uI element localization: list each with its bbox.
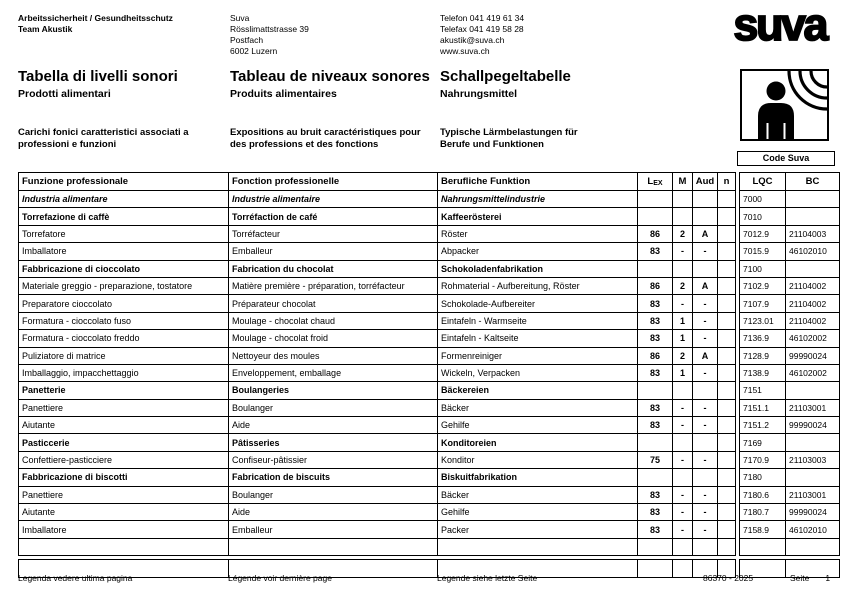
cell-lqc: 7102.9 (740, 277, 786, 294)
address-line: 6002 Luzern (230, 46, 278, 56)
cell-m: - (673, 521, 693, 538)
cell-m (673, 560, 693, 577)
cell-de (438, 538, 638, 555)
cell-m (673, 191, 693, 208)
cell-lqc: 7180.7 (740, 504, 786, 521)
table-row (19, 330, 840, 347)
page-title-french: Tableau de niveaux sonores (230, 68, 430, 85)
cell-bc (786, 208, 840, 225)
cell-bc: 21104002 (786, 277, 840, 294)
column-header-funzione: Funzione professionale (19, 173, 229, 191)
column-header-aud: Aud (693, 173, 718, 191)
description-line: Typische Lärmbelastungen für (440, 127, 578, 138)
page-title-german: Schallpegeltabelle (440, 68, 571, 85)
cell-de: Formenreiniger (438, 347, 638, 364)
cell-lex: 83 (638, 399, 673, 416)
cell-lex: 86 (638, 277, 673, 294)
footer-legend-german: Legende siehe letzte Seite (437, 573, 538, 583)
cell-n (718, 312, 736, 329)
description-german (440, 127, 578, 150)
cell-aud: - (693, 312, 718, 329)
cell-it: Aiutante (19, 504, 229, 521)
cell-fr: Torréfaction de café (229, 208, 438, 225)
cell-bc (786, 434, 840, 451)
page-indicator (790, 573, 830, 583)
cell-n (718, 347, 736, 364)
cell-m: - (673, 399, 693, 416)
cell-aud: - (693, 295, 718, 312)
cell-lex: 83 (638, 504, 673, 521)
cell-lqc: 7123.01 (740, 312, 786, 329)
table-row (19, 504, 840, 521)
page-subtitle-german: Nahrungsmittel (440, 88, 518, 100)
cell-m (673, 260, 693, 277)
cell-it: Puliziatore di matrice (19, 347, 229, 364)
column-header-fonction: Fonction professionelle (229, 173, 438, 191)
cell-lex: 83 (638, 364, 673, 381)
page-title-italian: Tabella di livelli sonori (18, 68, 178, 85)
cell-n (718, 417, 736, 434)
cell-it: Panettiere (19, 486, 229, 503)
cell-n (718, 225, 736, 242)
cell-lqc: 7107.9 (740, 295, 786, 312)
cell-fr: Emballeur (229, 521, 438, 538)
cell-de: Röster (438, 225, 638, 242)
cell-lex: 83 (638, 486, 673, 503)
cell-m: 2 (673, 277, 693, 294)
cell-aud: - (693, 486, 718, 503)
cell-n (718, 486, 736, 503)
table-row (19, 521, 840, 538)
page-number: 1 (825, 573, 831, 583)
cell-lex: 75 (638, 451, 673, 468)
cell-aud: - (693, 504, 718, 521)
cell-aud (693, 208, 718, 225)
cell-it (19, 538, 229, 555)
cell-aud: A (693, 347, 718, 364)
cell-m: - (673, 504, 693, 521)
lex-subscript: EX (653, 180, 663, 187)
table-row (19, 417, 840, 434)
cell-bc: 21103003 (786, 451, 840, 468)
document-number: 86370 - 2025 (703, 573, 754, 583)
cell-lex: 86 (638, 347, 673, 364)
cell-bc: 21104003 (786, 225, 840, 242)
cell-m: 1 (673, 312, 693, 329)
cell-n (718, 451, 736, 468)
cell-fr: Moulage - chocolat chaud (229, 312, 438, 329)
cell-lqc: 7158.9 (740, 521, 786, 538)
cell-it: Torrefazione di caffè (19, 208, 229, 225)
cell-fr: Fabrication du chocolat (229, 260, 438, 277)
table-row (19, 382, 840, 399)
table-row (19, 399, 840, 416)
cell-n (718, 208, 736, 225)
cell-de: Kaffeerösterei (438, 208, 638, 225)
cell-bc (786, 538, 840, 555)
cell-bc: 21103001 (786, 486, 840, 503)
title-block-german (440, 68, 571, 100)
cell-n (718, 399, 736, 416)
cell-bc: 21104002 (786, 312, 840, 329)
cell-lex: 83 (638, 417, 673, 434)
cell-lqc: 7128.9 (740, 347, 786, 364)
cell-fr: Confiseur-pâtissier (229, 451, 438, 468)
cell-it: Imballatore (19, 243, 229, 260)
cell-m (673, 469, 693, 486)
cell-aud (693, 434, 718, 451)
cell-lqc: 7151.2 (740, 417, 786, 434)
table-row (19, 469, 840, 486)
cell-m: 2 (673, 347, 693, 364)
cell-fr: Matière première - préparation, torréfacteur (229, 277, 438, 294)
table-body (19, 191, 840, 556)
cell-m: 2 (673, 225, 693, 242)
footer-legend-italian: Legenda vedere ultima pagina (18, 573, 133, 583)
table-row (19, 364, 840, 381)
cell-n (718, 382, 736, 399)
cell-bc: 99990024 (786, 347, 840, 364)
department-line: Arbeitssicherheit / Gesundheitsschutz (18, 13, 173, 23)
cell-lqc: 7136.9 (740, 330, 786, 347)
cell-n (718, 538, 736, 555)
cell-fr: Emballeur (229, 243, 438, 260)
page-subtitle-french: Produits alimentaires (230, 88, 337, 100)
cell-bc (786, 260, 840, 277)
cell-m: - (673, 451, 693, 468)
cell-lex (638, 469, 673, 486)
cell-it: Panetterie (19, 382, 229, 399)
lex-main: L (647, 176, 654, 187)
cell-bc: 46102010 (786, 243, 840, 260)
cell-m: - (673, 295, 693, 312)
cell-m (673, 538, 693, 555)
cell-fr: Industrie alimentaire (229, 191, 438, 208)
cell-de: Gehilfe (438, 504, 638, 521)
table-row (19, 486, 840, 503)
cell-lex (638, 434, 673, 451)
cell-aud: A (693, 277, 718, 294)
cell-fr: Boulangeries (229, 382, 438, 399)
cell-aud: - (693, 330, 718, 347)
cell-fr: Boulanger (229, 486, 438, 503)
sound-level-table (18, 172, 840, 556)
cell-m: 1 (673, 330, 693, 347)
address-line: Suva (230, 13, 250, 23)
cell-n (718, 243, 736, 260)
cell-m: - (673, 486, 693, 503)
table-row (19, 434, 840, 451)
person-with-sound-waves-icon (742, 71, 827, 139)
cell-aud (693, 260, 718, 277)
cell-bc: 21104002 (786, 295, 840, 312)
cell-it: Imballatore (19, 521, 229, 538)
table-row (19, 260, 840, 277)
cell-lex: 83 (638, 243, 673, 260)
sound-waves-icon (789, 71, 827, 109)
table-row (19, 191, 840, 208)
cell-lex: 83 (638, 295, 673, 312)
cell-m: - (673, 417, 693, 434)
cell-n (718, 277, 736, 294)
cell-it: Pasticcerie (19, 434, 229, 451)
cell-aud: A (693, 225, 718, 242)
table-row (19, 295, 840, 312)
cell-m (673, 208, 693, 225)
cell-aud: - (693, 451, 718, 468)
column-header-berufliche-funktion: Berufliche Funktion (438, 173, 638, 191)
cell-de: Wickeln, Verpacken (438, 364, 638, 381)
column-header-n: n (718, 173, 736, 191)
cell-lex (638, 538, 673, 555)
column-header-lex (638, 173, 673, 191)
cell-lqc: 7015.9 (740, 243, 786, 260)
cell-lqc: 7010 (740, 208, 786, 225)
cell-lqc: 7151.1 (740, 399, 786, 416)
fax-line: Telefax 041 419 58 28 (440, 24, 524, 34)
address-line: Postfach (230, 35, 264, 45)
cell-lqc: 7012.9 (740, 225, 786, 242)
cell-fr: Torréfacteur (229, 225, 438, 242)
cell-lqc: 7100 (740, 260, 786, 277)
table-header-row (19, 173, 840, 191)
email-line: akustik@suva.ch (440, 35, 505, 45)
cell-lex (638, 382, 673, 399)
cell-n (718, 434, 736, 451)
team-line: Team Akustik (18, 24, 73, 34)
cell-it: Imballaggio, impacchettaggio (19, 364, 229, 381)
column-header-m: M (673, 173, 693, 191)
cell-bc: 21103001 (786, 399, 840, 416)
title-block-italian (18, 68, 178, 100)
cell-de: Eintafeln - Kaltseite (438, 330, 638, 347)
cell-aud (693, 469, 718, 486)
cell-de: Bäcker (438, 399, 638, 416)
cell-it: Formatura - cioccolato freddo (19, 330, 229, 347)
cell-de: Gehilfe (438, 417, 638, 434)
cell-bc: 46102002 (786, 330, 840, 347)
cell-lex: 83 (638, 330, 673, 347)
cell-bc: 46102002 (786, 364, 840, 381)
cell-it: Torrefatore (19, 225, 229, 242)
cell-aud (693, 538, 718, 555)
cell-lex (638, 260, 673, 277)
cell-fr: Moulage - chocolat froid (229, 330, 438, 347)
cell-fr: Boulanger (229, 399, 438, 416)
table-row (19, 208, 840, 225)
cell-lex (638, 208, 673, 225)
address-block (230, 13, 309, 57)
cell-m (673, 382, 693, 399)
cell-de: Konditoreien (438, 434, 638, 451)
table-row (19, 243, 840, 260)
cell-de: Abpacker (438, 243, 638, 260)
column-header-lqc: LQC (740, 173, 786, 191)
table-row (19, 312, 840, 329)
department-block (18, 13, 173, 35)
description-line: des professions et des fonctions (230, 138, 379, 150)
cell-it: Formatura - cioccolato fuso (19, 312, 229, 329)
description-line: Expositions au bruit caractéristiques pour (230, 127, 421, 138)
cell-de: Biskuitfabrikation (438, 469, 638, 486)
cell-fr: Préparateur chocolat (229, 295, 438, 312)
cell-aud: - (693, 364, 718, 381)
noise-exposure-pictogram (740, 69, 829, 141)
cell-it: Fabbricazione di cioccolato (19, 260, 229, 277)
cell-fr (229, 538, 438, 555)
cell-lex: 86 (638, 225, 673, 242)
person-icon (758, 82, 794, 140)
cell-it: Preparatore cioccolato (19, 295, 229, 312)
cell-bc (786, 469, 840, 486)
cell-aud (693, 191, 718, 208)
cell-fr: Fabrication de biscuits (229, 469, 438, 486)
cell-bc: 99990024 (786, 504, 840, 521)
cell-lqc: 7000 (740, 191, 786, 208)
cell-de: Bäcker (438, 486, 638, 503)
cell-n (718, 469, 736, 486)
cell-de: Nahrungsmittelindustrie (438, 191, 638, 208)
description-line: Berufe und Funktionen (440, 138, 544, 150)
cell-lqc: 7169 (740, 434, 786, 451)
cell-n (718, 191, 736, 208)
cell-lqc: 7151 (740, 382, 786, 399)
cell-it: Panettiere (19, 399, 229, 416)
description-italian (18, 127, 189, 150)
cell-m: - (673, 243, 693, 260)
table-row (19, 451, 840, 468)
cell-aud (693, 382, 718, 399)
cell-lqc (740, 538, 786, 555)
cell-fr: Enveloppement, emballage (229, 364, 438, 381)
cell-de: Bäckereien (438, 382, 638, 399)
cell-lqc: 7138.9 (740, 364, 786, 381)
address-line: Rösslimattstrasse 39 (230, 24, 309, 34)
cell-fr: Aide (229, 504, 438, 521)
cell-lex (638, 191, 673, 208)
cell-de: Schokolade-Aufbereiter (438, 295, 638, 312)
description-line: professioni e funzioni (18, 138, 117, 150)
cell-aud: - (693, 243, 718, 260)
cell-bc (786, 382, 840, 399)
description-french (230, 127, 421, 150)
footer-legend-french: Légende voir dernière page (228, 573, 332, 583)
cell-it: Confettiere-pasticciere (19, 451, 229, 468)
table-row (19, 347, 840, 364)
table-row (19, 538, 840, 555)
cell-it: Aiutante (19, 417, 229, 434)
cell-m: 1 (673, 364, 693, 381)
cell-n (718, 260, 736, 277)
phone-line: Telefon 041 419 61 34 (440, 13, 525, 23)
cell-fr: Nettoyeur des moules (229, 347, 438, 364)
sound-level-table-container (18, 172, 839, 578)
table-row (19, 225, 840, 242)
cell-it: Industria alimentare (19, 191, 229, 208)
title-block-french (230, 68, 430, 100)
cell-bc (786, 191, 840, 208)
cell-de: Rohmaterial - Aufbereitung, Röster (438, 277, 638, 294)
cell-aud: - (693, 399, 718, 416)
cell-aud: - (693, 417, 718, 434)
cell-it: Materiale greggio - preparazione, tostatore (19, 277, 229, 294)
description-line: Carichi fonici caratteristici associati a (18, 127, 189, 138)
table-row (19, 277, 840, 294)
cell-aud: - (693, 521, 718, 538)
cell-n (718, 295, 736, 312)
cell-n (718, 330, 736, 347)
cell-bc: 99990024 (786, 417, 840, 434)
cell-n (718, 364, 736, 381)
cell-lqc: 7180 (740, 469, 786, 486)
cell-bc: 46102010 (786, 521, 840, 538)
cell-lqc: 7170.9 (740, 451, 786, 468)
page-subtitle-italian: Prodotti alimentari (18, 88, 111, 100)
page-label: Seite (790, 573, 810, 583)
cell-fr: Pâtisseries (229, 434, 438, 451)
website-line: www.suva.ch (440, 46, 490, 56)
cell-de: Packer (438, 521, 638, 538)
cell-lqc: 7180.6 (740, 486, 786, 503)
cell-lex (638, 560, 673, 577)
cell-de: Eintafeln - Warmseite (438, 312, 638, 329)
cell-fr: Aide (229, 417, 438, 434)
cell-de: Konditor (438, 451, 638, 468)
cell-lex: 83 (638, 521, 673, 538)
cell-it: Fabbricazione di biscotti (19, 469, 229, 486)
cell-n (718, 504, 736, 521)
cell-de: Schokoladenfabrikation (438, 260, 638, 277)
cell-lex: 83 (638, 312, 673, 329)
cell-n (718, 521, 736, 538)
suva-logo: suva (733, 0, 826, 50)
contact-block (440, 13, 524, 57)
column-header-bc: BC (786, 173, 840, 191)
code-suva-box: Code Suva (737, 151, 835, 166)
cell-m (673, 434, 693, 451)
